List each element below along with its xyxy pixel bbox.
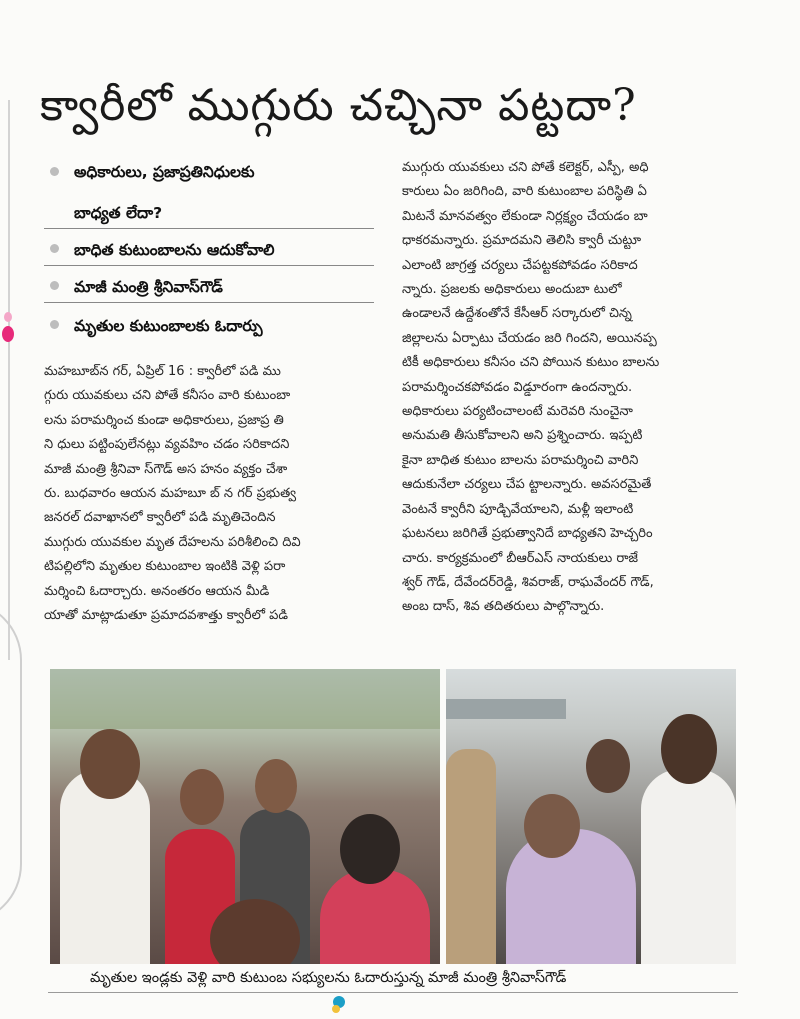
body-line: కారులు ఏం జరిగింది, వారి కుటుంబాల పరిస్థితి ఏ [402, 184, 647, 200]
article-body-left [44, 360, 380, 628]
bullet-item [44, 235, 374, 266]
body-line: లను పరామర్శించ కుండా అధికారులు, ప్రజాప్ర తి [44, 412, 284, 428]
body-line: అనుమతి తీసుకోవాలని అని ప్రశ్నించారు. ఇప్పటి [402, 428, 643, 444]
body-line: చారు. కార్యక్రమంలో బీఆర్‌ఎస్ నాయకులు రాజే [402, 550, 639, 566]
bullet-text: మాజీ మంత్రి శ్రీనివాస్‌గౌడ్ [74, 278, 223, 296]
body-line: కైనా బాధిత కుటుం బాలను పరామర్శించి వారిని [402, 452, 639, 468]
photo-caption: మృతుల ఇండ్లకు వెళ్లి వారి కుటుంబ సభ్యులను ఓదారుస్తున్న మాజీ మంత్రి శ్రీనివాస్‌గౌడ్ [90, 970, 567, 986]
bullet-text: బాధ్యత లేదా? [74, 204, 163, 222]
person-figure [641, 769, 736, 964]
caption-rule [48, 992, 738, 993]
body-line: శ్వర్ గౌడ్, దేవేందర్‌రెడ్డి, శివరాజ్, రాఘవేందర్ గౌడ్, [402, 574, 654, 590]
body-line: మహబూబ్‌న గర్, ఏప్రిల్ 16 : క్వారీలో పడి ము [44, 364, 281, 379]
person-figure [340, 814, 400, 884]
bullet-item [44, 272, 374, 303]
body-line: అంబ దాస్, శివ తదితరులు పాల్గొన్నారు. [402, 599, 605, 615]
left-column-rule [8, 100, 10, 660]
decorative-dot [332, 1005, 340, 1013]
person-figure [524, 794, 580, 858]
person-figure [180, 769, 224, 825]
body-line: ఉండాలనే ఉద్దేశంతోనే కేసీఆర్ సర్కారులో చిన్న [402, 306, 632, 322]
body-line: అధికారులు పర్యటించాలంటే మరెవరి నుంచైనా [402, 404, 633, 420]
body-line: ని ధులు పట్టింపులేనట్లు వ్యవహిం చడం సరికాదని [44, 437, 290, 453]
body-line: రు. బుధవారం ఆయన మహబూ బ్‌ న గర్ ప్రభుత్వ [44, 486, 297, 502]
photo-background-structure [446, 699, 566, 719]
body-line: యాతో మాట్లాడుతూ ప్రమాదవశాత్తు క్వారీలో పడి [44, 608, 289, 624]
bullet-item [44, 198, 374, 229]
person-figure [80, 729, 140, 799]
bullet-item [44, 311, 374, 341]
person-figure [255, 759, 297, 813]
body-line: ఎలాంటి జాగ్రత్త చర్యలు చేపట్టకపోవడం సరికాద [402, 257, 638, 273]
person-figure [446, 749, 496, 964]
body-line: ఆదుకునేలా చర్యలు చేప ట్టాలన్నారు. అవసరమైతే [402, 477, 652, 493]
body-line: మర్శించి ఓదార్చారు. అనంతరం ఆయన మీడి [44, 583, 270, 599]
adjacent-column-edge [0, 600, 22, 924]
photo-background-foliage [50, 669, 440, 729]
person-figure [661, 714, 717, 784]
body-line: ధాకరమన్నారు. ప్రమాదమని తెలిసి క్వారీ చుట్టూ [402, 233, 642, 249]
body-line: వెంటనే క్వారీని పూడ్చివేయాలని, మళ్లీ ఇలాంటి [402, 501, 634, 517]
body-line: ముగ్గురు యువకులు చని పోతే కలెక్టర్, ఎస్పీ, అధి [402, 160, 649, 175]
body-line: జిల్లాలను ఏర్పాటు చేయడం జరి గిందని, అయినప్ప [402, 330, 657, 346]
body-line: జనరల్ దవాఖానలో క్వారీలో పడి మృతిచెందిన [44, 510, 276, 526]
body-line: టికీ అధికారులు కనీసం చని పోయిన కుటుం బాలను [402, 355, 660, 371]
body-line: గ్గురు యువకులు చని పోతే కనీసం వారి కుటుంబా [44, 388, 291, 404]
body-line: న్నారు. ప్రజలకు అధికారులు అందుబా టులో [402, 282, 622, 298]
news-photo-crowd [50, 669, 440, 964]
body-line: ఘటనలు జరిగితే ప్రభుత్వానిదే బాధ్యతని హెచ్చరిం [402, 526, 653, 542]
body-line: ముగ్గురు యువకుల మృత దేహలను పరిశీలించి దివి [44, 534, 301, 550]
bullet-text: అధికారులు, ప్రజాప్రతినిధులకు [74, 163, 255, 181]
article-headline: క్వారీలో ముగ్గురు చచ్చినా పట్టదా? [40, 80, 637, 131]
body-line: మిటనే మానవత్వం లేకుండా నిర్లక్ష్యం చేయడం బా [402, 208, 648, 224]
person-figure [586, 739, 630, 793]
article-body-right [402, 156, 742, 620]
bullet-item [44, 158, 374, 188]
body-line: పరామర్శించకపోవడం విడ్డూరంగా ఉందన్నారు. [402, 379, 633, 395]
highlight-bullets [44, 158, 374, 341]
decorative-dot [4, 312, 12, 322]
body-line: టిపల్లిలోని మృతుల కుటుంబాల ఇంటికి వెళ్లి పరా [44, 559, 286, 575]
decorative-dot [2, 326, 14, 342]
news-photo-consoling [446, 669, 736, 964]
bullet-text: మృతుల కుటుంబాలకు ఓదార్పు [74, 317, 263, 335]
bullet-text: బాధిత కుటుంబాలను ఆదుకోవాలి [74, 241, 275, 259]
body-line: మాజీ మంత్రి శ్రీనివా స్‌గౌడ్ అస హనం వ్యక్తం చేశా [44, 461, 288, 477]
